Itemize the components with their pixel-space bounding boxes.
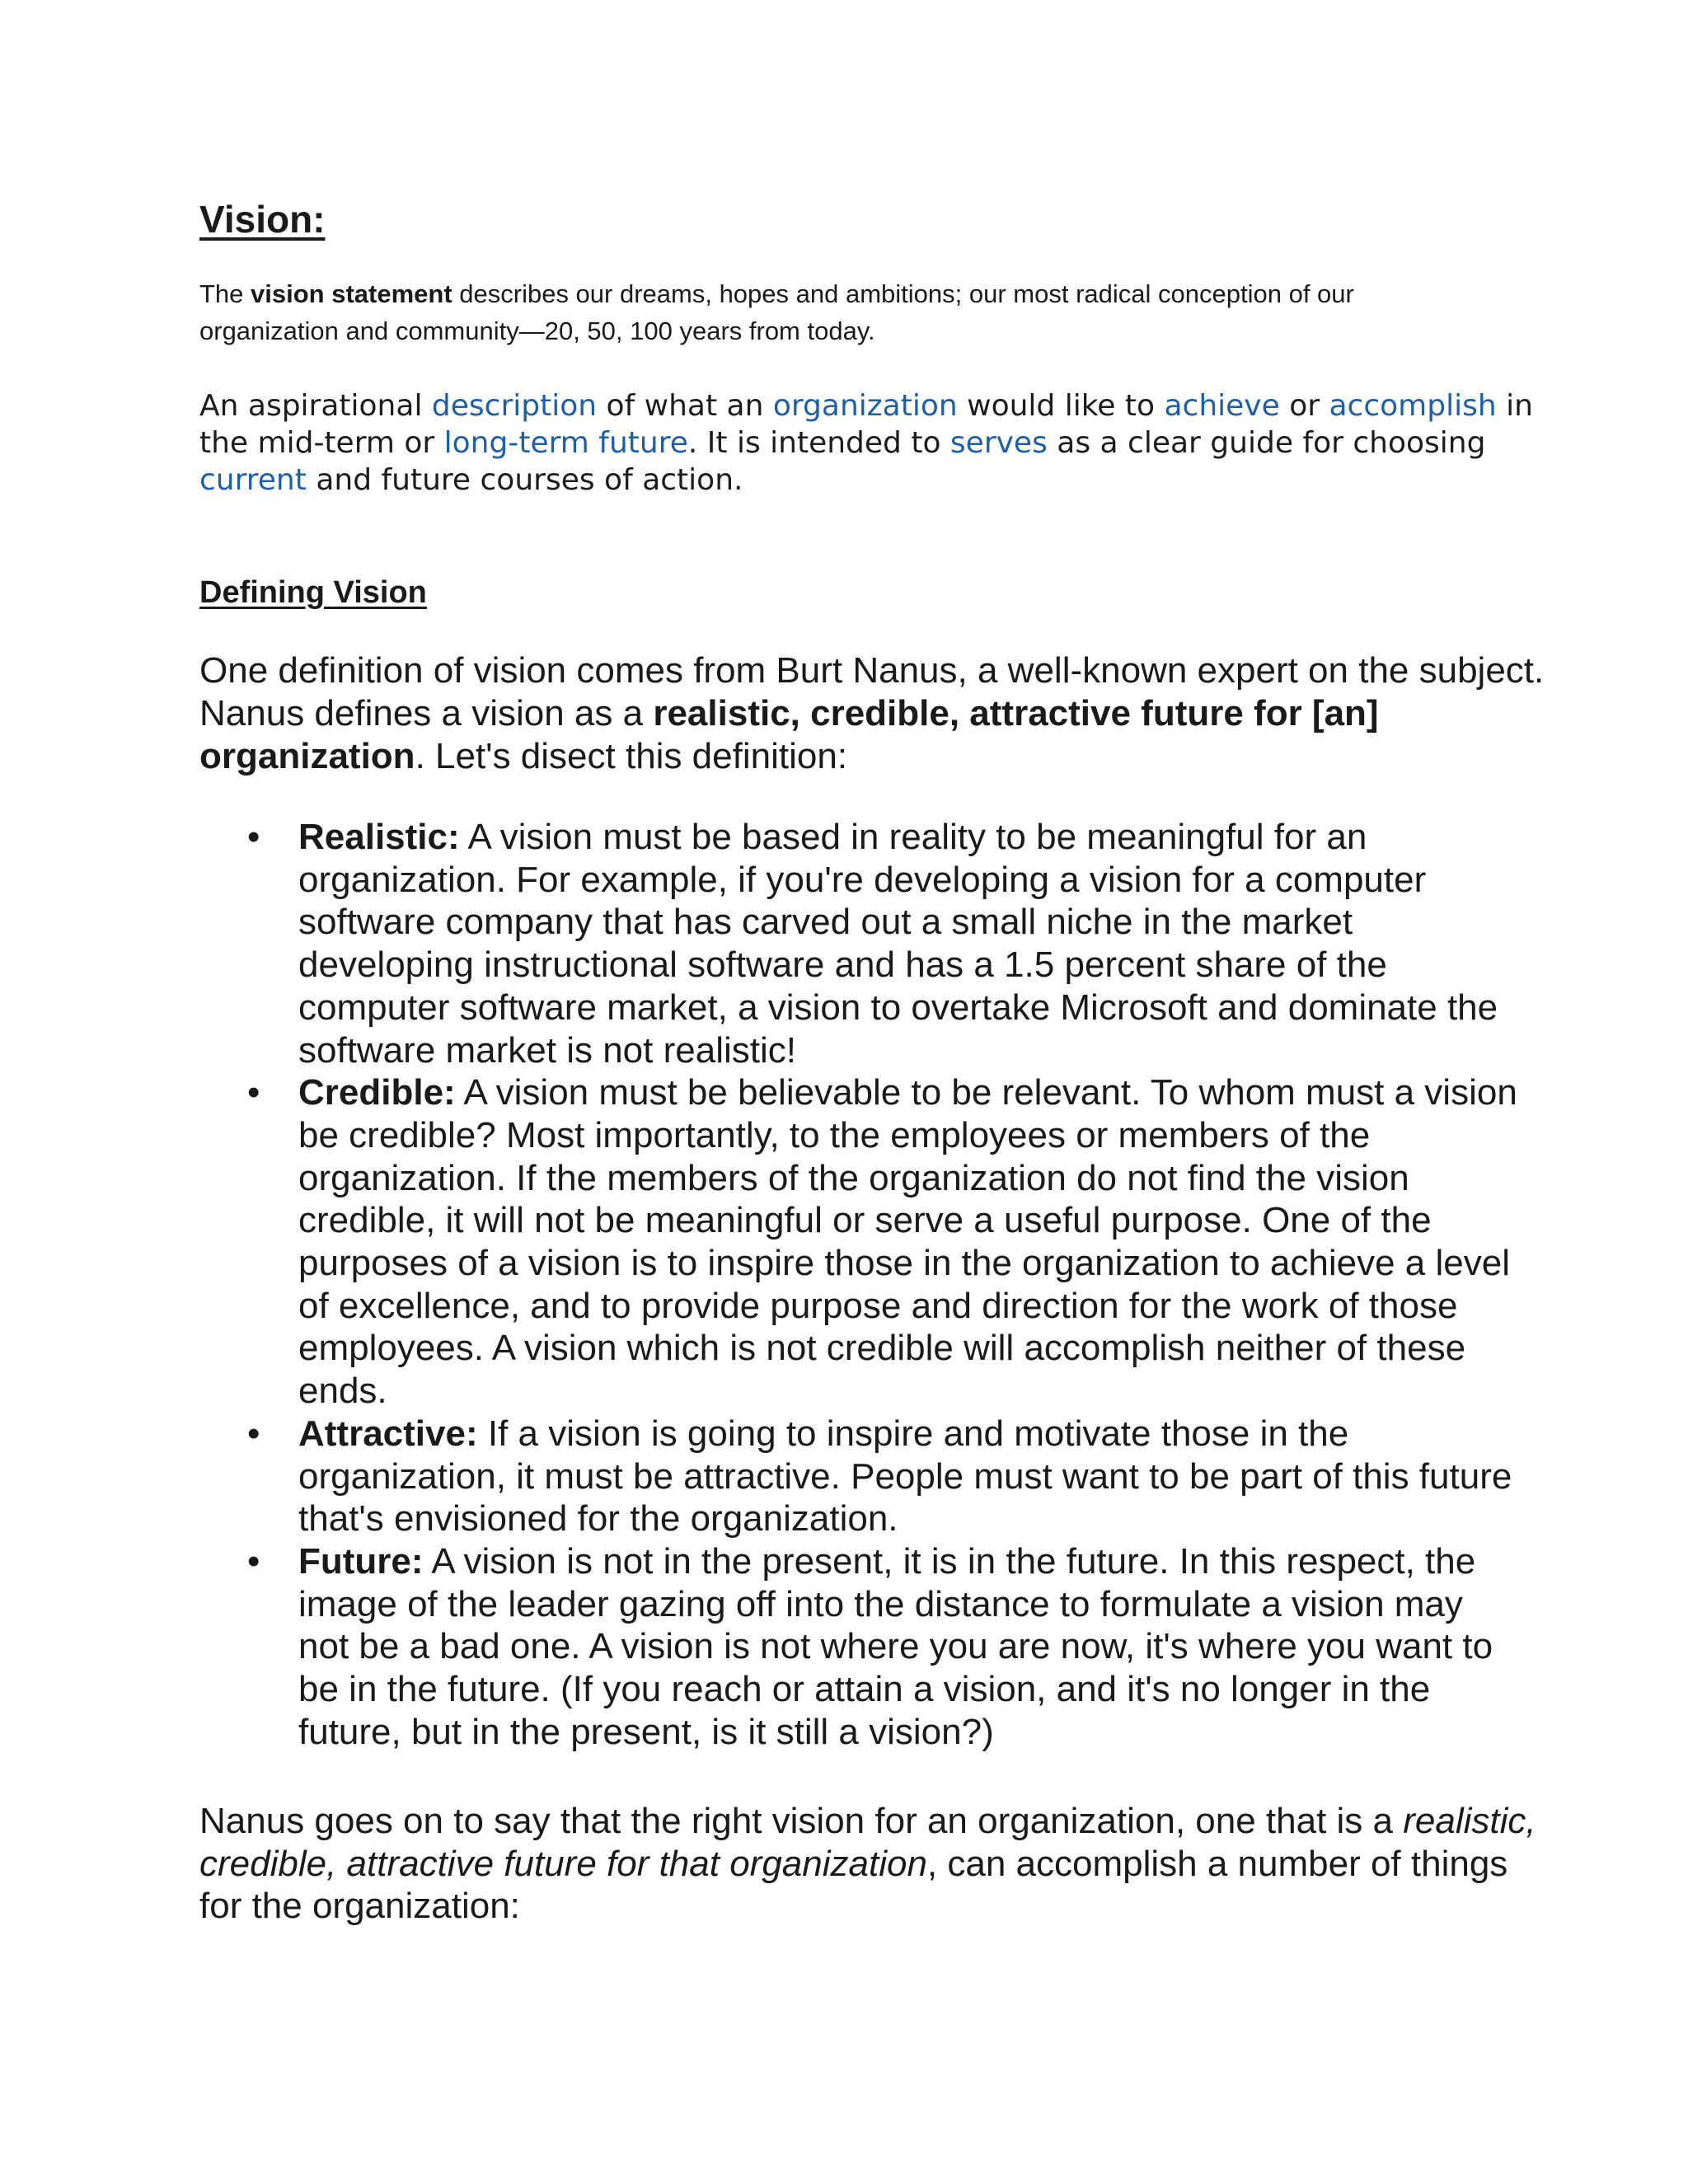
aspirational-paragraph bbox=[199, 387, 1551, 499]
list-item bbox=[0, 1540, 1518, 1754]
link-current[interactable]: current bbox=[199, 463, 307, 497]
section-heading-defining-vision: Defining Vision bbox=[199, 575, 427, 610]
link-accomplish[interactable]: accomplish bbox=[1329, 389, 1497, 423]
list-item-term: Attractive: bbox=[298, 1413, 478, 1454]
bullet-icon: • bbox=[247, 817, 260, 857]
definition-bold: realistic, credible, attractive future for [an] organization bbox=[199, 693, 1379, 776]
intro-bold-term: vision statement bbox=[251, 279, 452, 308]
intro-lead: The bbox=[199, 279, 251, 308]
aspire-text-4: or bbox=[1279, 389, 1329, 423]
link-description[interactable]: description bbox=[431, 389, 598, 423]
aspire-text-3: would like to bbox=[957, 389, 1165, 423]
list-item bbox=[0, 1071, 1518, 1413]
page-title: Vision: bbox=[199, 198, 326, 241]
aspire-text-7: as a clear guide for choosing bbox=[1047, 426, 1486, 460]
closing-text-2: , can accomplish a number of things for the organization: bbox=[199, 1843, 1508, 1926]
intro-rest: describes our dreams, hopes and ambitions; our most radical conception of our organization and community—20, 50, 100 years from today. bbox=[199, 279, 1354, 345]
list-item-term: Credible: bbox=[298, 1072, 456, 1113]
definition-text-2: . Let's disect this definition: bbox=[415, 736, 848, 776]
list-item-text: A vision is not in the present, it is in the future. In this respect, the image of the leader gazing off into the distance to formulate a vision may not be a bad one. A vision is not where you are now, it's where you want to be in the future. (If you reach or attain a vision, and it's no longer in the future, but in the present, is it still a vision?) bbox=[298, 1540, 1493, 1752]
link-organization[interactable]: organization bbox=[772, 389, 958, 423]
link-long-term-future[interactable]: long-term future bbox=[443, 426, 688, 460]
definition-paragraph bbox=[199, 649, 1551, 778]
list-item-term: Realistic: bbox=[298, 817, 460, 857]
list-item-text: A vision must be believable to be relevant. To whom must a vision be credible? Most importantly, to the employees or members of the organization. If the members of the organization do not find the vision credible, it will not be meaningful or serve a useful purpose. One of the purposes of a vision is to inspire those in the organization to achieve a level of excellence, and to provide purpose and direction for the work of those employees. A vision which is not credible will accomplish neither of these ends. bbox=[298, 1072, 1517, 1412]
list-item-text: If a vision is going to inspire and motivate those in the organization, it must be attractive. People must want to be part of this future that's envisioned for the organization. bbox=[298, 1413, 1512, 1540]
list-item bbox=[0, 816, 1518, 1071]
closing-text-1: Nanus goes on to say that the right vision for an organization, one that is a bbox=[199, 1801, 1404, 1841]
bullet-icon: • bbox=[247, 1072, 260, 1113]
aspire-text-8: and future courses of action. bbox=[306, 463, 743, 497]
list-item-term: Future: bbox=[298, 1540, 424, 1582]
bullet-icon: • bbox=[247, 1540, 260, 1582]
bullet-icon: • bbox=[247, 1413, 260, 1454]
closing-paragraph bbox=[199, 1800, 1551, 1928]
aspire-text-6: . It is intended to bbox=[687, 426, 950, 460]
intro-paragraph bbox=[199, 275, 1469, 349]
link-serves[interactable]: serves bbox=[950, 426, 1048, 460]
aspire-text-2: of what an bbox=[597, 389, 773, 423]
vision-criteria-list bbox=[0, 816, 1688, 1753]
aspire-text-5: in the mid-term or bbox=[199, 389, 1533, 460]
list-item-text: A vision must be based in reality to be meaningful for an organization. For example, if you're developing a vision for a computer software company that has carved out a small niche in the market developing instructional software and has a 1.5 percent share of the computer software market, a vision to overtake Microsoft and dominate the software market is not realistic! bbox=[298, 817, 1498, 1071]
aspire-text-1: An aspirational bbox=[199, 389, 432, 423]
definition-text-1: One definition of vision comes from Burt Nanus, a well-known expert on the subject. Nanus defines a vision as a bbox=[199, 650, 1545, 733]
link-achieve[interactable]: achieve bbox=[1164, 389, 1280, 423]
closing-italic: realistic, credible, attractive future for that organization bbox=[199, 1801, 1536, 1884]
list-item bbox=[0, 1413, 1518, 1540]
